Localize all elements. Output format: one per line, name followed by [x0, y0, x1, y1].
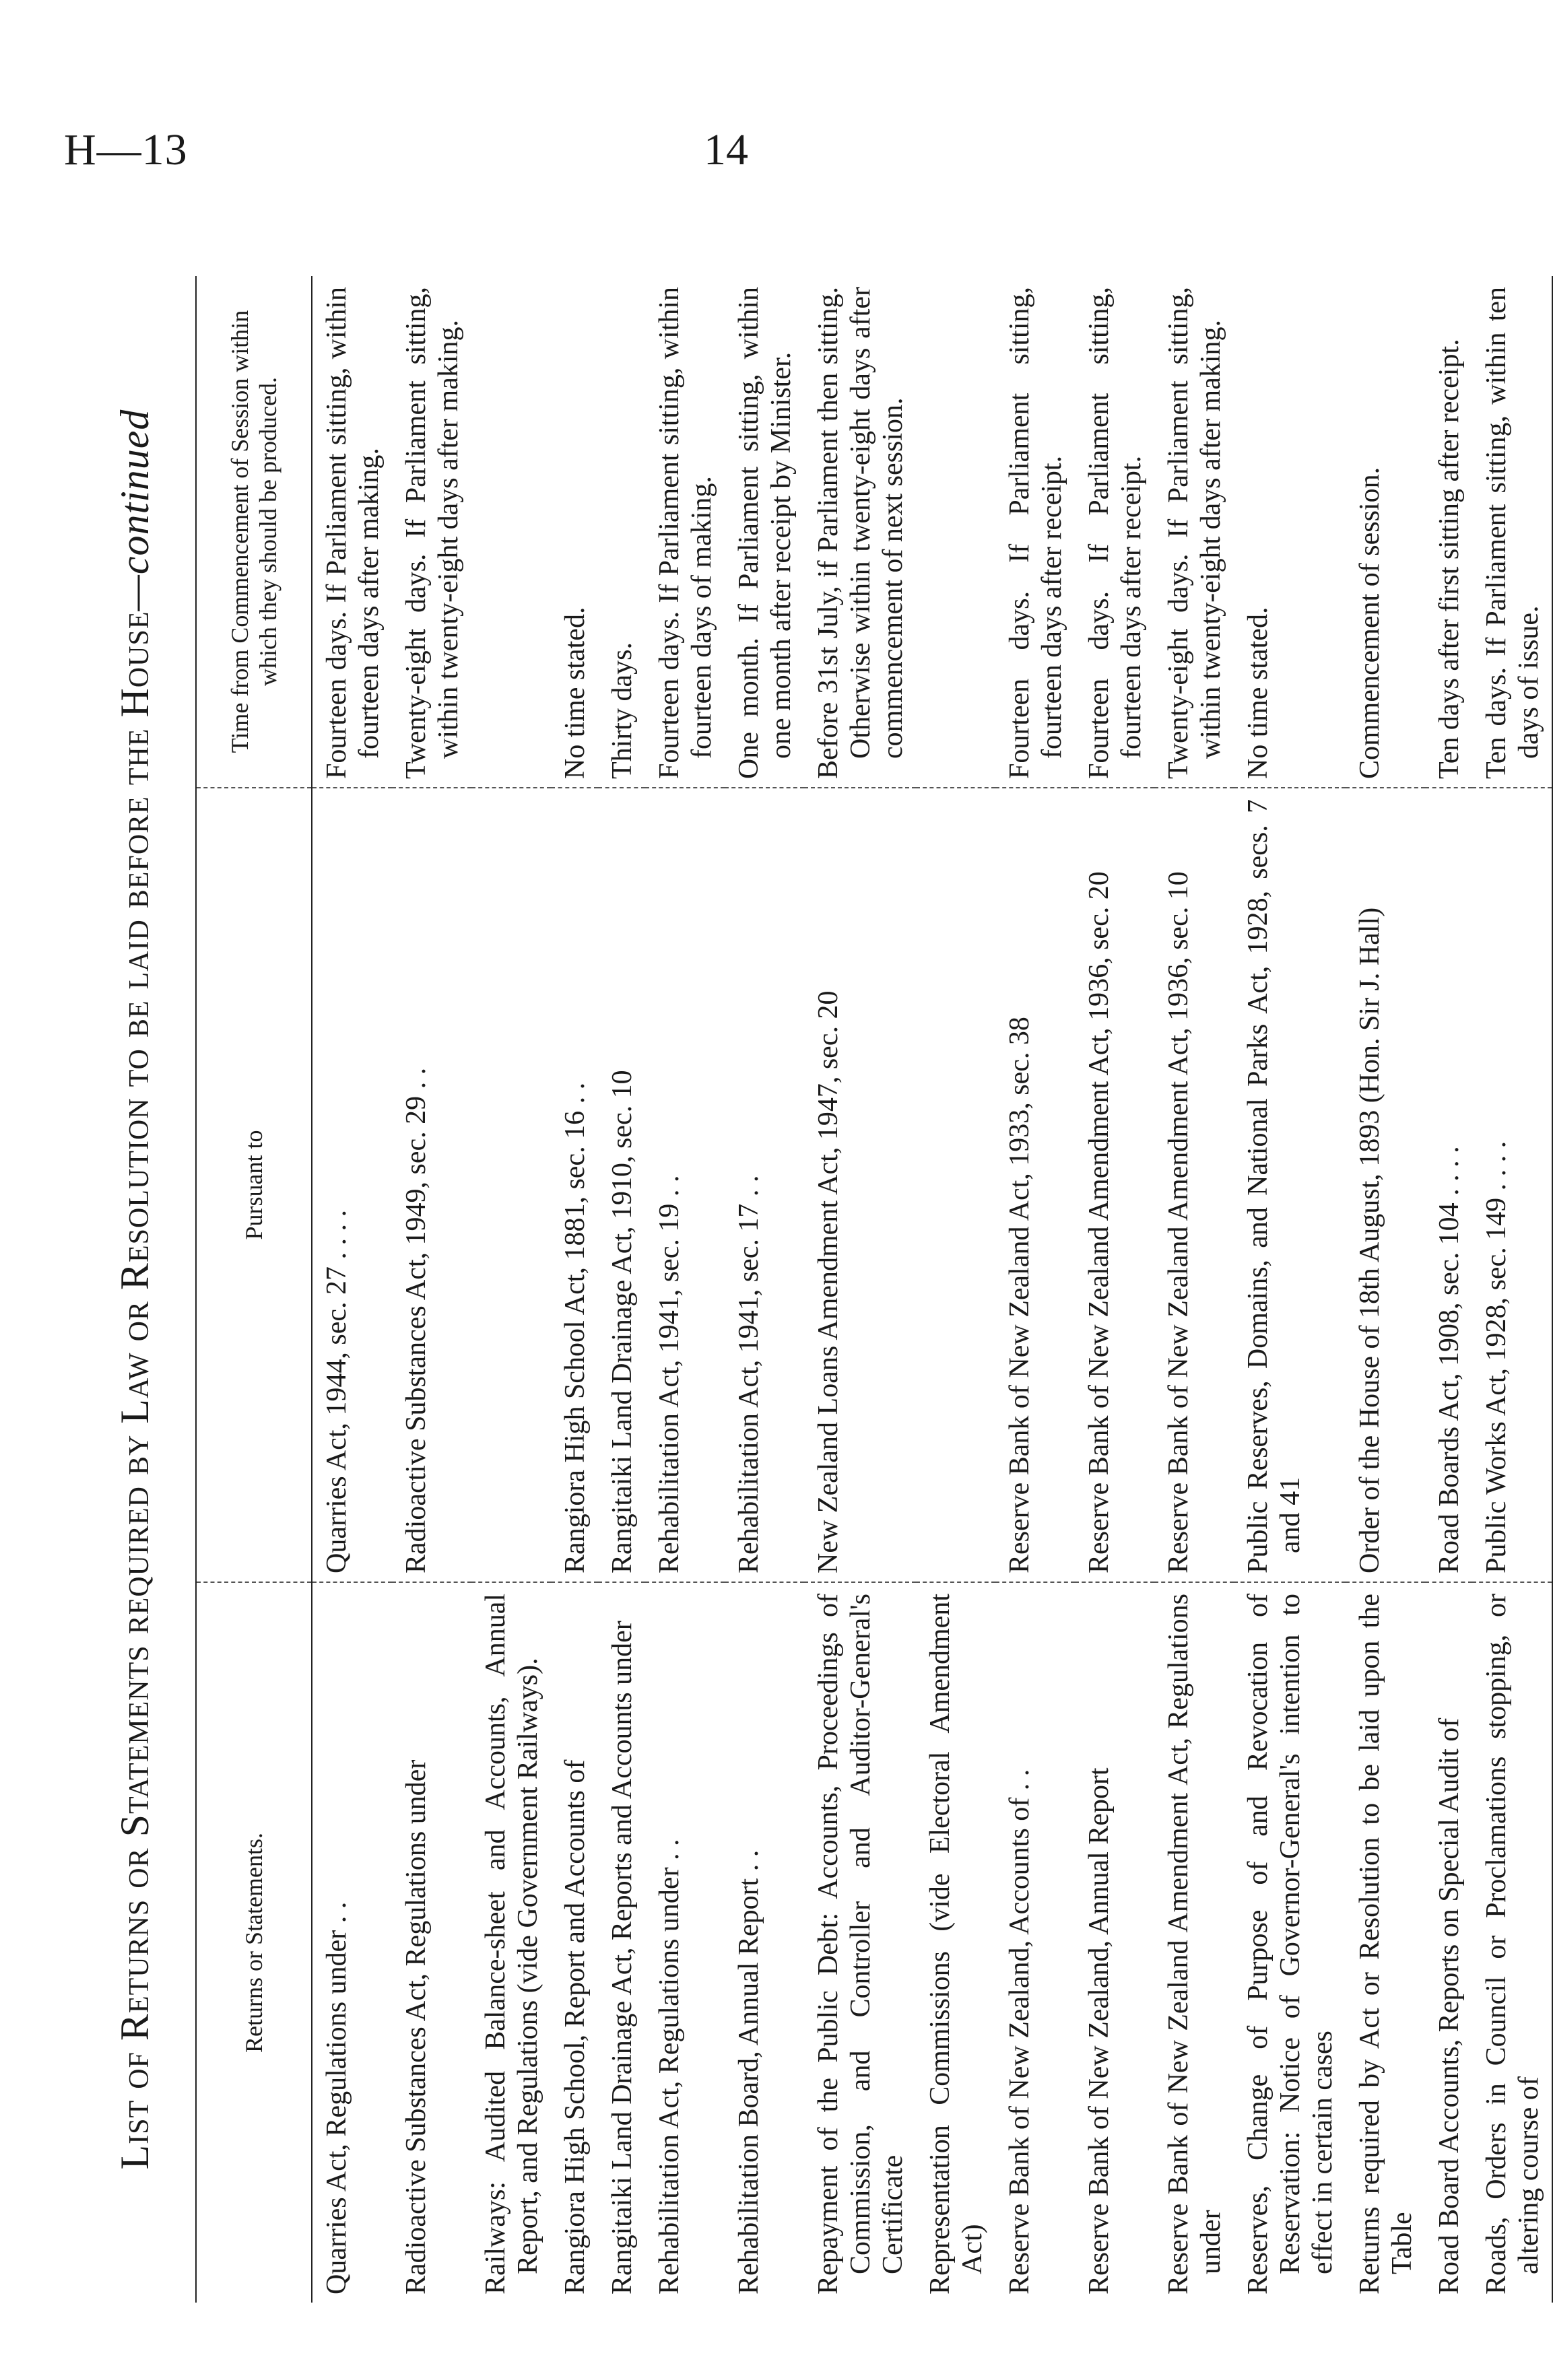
returns-cell: Quarries Act, Regulations under . .: [321, 1901, 352, 2294]
column-header-returns: Returns or Statements.: [196, 1582, 312, 2303]
pursuant-cell: Rehabilitation Act, 1941, sec. 17 . .: [725, 788, 804, 1582]
title-word: or: [112, 1847, 157, 1889]
pursuant-cell: Rehabilitation Act, 1941, sec. 19 . .: [645, 788, 725, 1582]
table-row: [392, 276, 471, 2303]
time-cell: Ten days after first sitting after receipt.: [1425, 276, 1472, 788]
time-cell: Twenty-eight days. If Parliament sitting, within twenty-eight days after making.: [392, 276, 471, 788]
pursuant-cell: [916, 788, 995, 1582]
table-row: [1075, 276, 1154, 2303]
table-row: [1425, 276, 1472, 2303]
returns-cell: Roads, Orders in Council or Proclamations stopping, or altering course of: [1472, 1582, 1552, 2303]
table-header-row: [196, 276, 312, 2303]
returns-table: [195, 276, 1553, 2303]
pursuant-cell: New Zealand Loans Amendment Act, 1947, sec. 20: [804, 788, 916, 1582]
returns-cell: Reserve Bank of New Zealand, Accounts of . .: [1004, 1769, 1035, 2294]
pursuant-cell: Reserve Bank of New Zealand Act, 1933, sec. 38: [995, 788, 1075, 1582]
table-row: [471, 276, 551, 2303]
time-cell: Fourteen days. If Parliament sitting, within fourteen days of making.: [645, 276, 725, 788]
pursuant-cell: Rangitaiki Land Drainage Act, 1910, sec. 10: [598, 788, 645, 1582]
returns-cell: Road Board Accounts, Reports on Special Audit of: [1434, 1718, 1465, 2294]
time-cell: Commencement of session.: [1346, 276, 1425, 788]
table-row: [804, 276, 916, 2303]
pursuant-cell: Public Works Act, 1928, sec. 149 . . . .: [1472, 788, 1552, 1582]
table-row: [598, 276, 645, 2303]
pursuant-cell: Rangiora High School Act, 1881, sec. 16 . .: [551, 788, 598, 1582]
title-word: Resolution: [112, 1097, 157, 1291]
returns-cell: Rangiora High School, Report and Accounts of: [560, 1759, 591, 2294]
page-header: [0, 125, 1489, 185]
returns-cell: Repayment of the Public Debt: Accounts, Proceedings of Commission, and Controller and Auditor-General's Certificate: [813, 1594, 908, 2294]
pursuant-cell: Reserve Bank of New Zealand Amendment Act, 1936, sec. 20: [1075, 788, 1154, 1582]
time-cell: Before 31st July, if Parliament then sitting. Otherwise within twenty-eight days after commencement of next session.: [804, 276, 916, 788]
returns-cell: Rehabilitation Board, Annual Report . .: [733, 1849, 764, 2294]
table-title: [94, 249, 175, 2330]
returns-cell: Representation Commissions (vide Electoral Amendment Act): [925, 1594, 988, 2294]
table-row: [995, 276, 1075, 2303]
returns-cell: Railways: Audited Balance-sheet and Accounts, Annual Report, and Regulations (vide Government Railways).: [480, 1594, 543, 2294]
page-number: 14: [704, 125, 748, 174]
title-continued: —continued: [112, 409, 157, 611]
table-row: [551, 276, 598, 2303]
title-word: List: [112, 2099, 157, 2170]
table-row: [645, 276, 725, 2303]
rotated-table-region: [94, 249, 1544, 2330]
time-cell: Ten days. If Parliament sitting, within ten days of issue.: [1472, 276, 1552, 788]
pursuant-cell: Order of the House of 18th August, 1893 (Hon. Sir J. Hall): [1346, 788, 1425, 1582]
title-word: Law: [112, 1352, 157, 1424]
table-row: [312, 276, 392, 2303]
column-header-time: Time from Commencement of Session within which they should be produced.: [196, 276, 312, 788]
table-row: [1472, 276, 1552, 2303]
table-row: [725, 276, 804, 2303]
pursuant-cell: Reserve Bank of New Zealand Amendment Act, 1936, sec. 10: [1154, 788, 1234, 1582]
document-reference: H—13: [64, 125, 188, 174]
title-word: required by: [112, 1434, 157, 1635]
title-word: or: [112, 1301, 157, 1342]
time-cell: Fourteen days. If Parliament sitting, fourteen days after receipt.: [1075, 276, 1154, 788]
time-cell: No time stated.: [1234, 276, 1346, 788]
title-word: House: [112, 611, 157, 718]
returns-cell: Returns required by Act or Resolution to be laid upon the Table: [1354, 1594, 1418, 2294]
table-row: [1234, 276, 1346, 2303]
title-word: of: [112, 2051, 157, 2089]
title-word: Returns: [112, 1899, 157, 2041]
pursuant-cell: [471, 788, 551, 1582]
time-cell: Fourteen days. If Parliament sitting, within fourteen days after making.: [312, 276, 392, 788]
returns-cell: Rehabilitation Act, Regulations under . .: [654, 1839, 685, 2294]
title-word: Statements: [112, 1645, 157, 1837]
time-cell: Fourteen days. If Parliament sitting, fourteen days after receipt.: [995, 276, 1075, 788]
time-cell: One month. If Parliament sitting, within one month after receipt by Minister.: [725, 276, 804, 788]
column-header-pursuant: Pursuant to: [196, 788, 312, 1582]
time-cell: [916, 276, 995, 788]
time-cell: No time stated.: [551, 276, 598, 788]
returns-cell: Reserve Bank of New Zealand Amendment Act, Regulations under: [1163, 1594, 1226, 2294]
table-row: [916, 276, 995, 2303]
pursuant-cell: Road Boards Act, 1908, sec. 104 . . . .: [1425, 788, 1472, 1582]
returns-cell: Radioactive Substances Act, Regulations under: [401, 1759, 432, 2294]
returns-cell: Reserve Bank of New Zealand, Annual Report: [1084, 1767, 1115, 2294]
pursuant-cell: Radioactive Substances Act, 1949, sec. 29 . .: [392, 788, 471, 1582]
table-row: [1346, 276, 1425, 2303]
returns-cell: Rangitaiki Land Drainage Act, Reports and Accounts under: [607, 1621, 638, 2294]
table-row: [1154, 276, 1234, 2303]
time-cell: Twenty-eight days. If Parliament sitting, within twenty-eight days after making.: [1154, 276, 1234, 788]
time-cell: [471, 276, 551, 788]
time-cell: Thirty days.: [598, 276, 645, 788]
pursuant-cell: Quarries Act, 1944, sec. 27 . . . .: [312, 788, 392, 1582]
title-word: to be laid before the: [112, 728, 157, 1087]
returns-cell: Reserves, Change of Purpose of and Revocation of Reservation: Notice of Governor-General's intention to effect in certain cases: [1243, 1594, 1338, 2294]
pursuant-cell: Public Reserves, Domains, and National Parks Act, 1928, secs. 7 and 41: [1234, 788, 1346, 1582]
